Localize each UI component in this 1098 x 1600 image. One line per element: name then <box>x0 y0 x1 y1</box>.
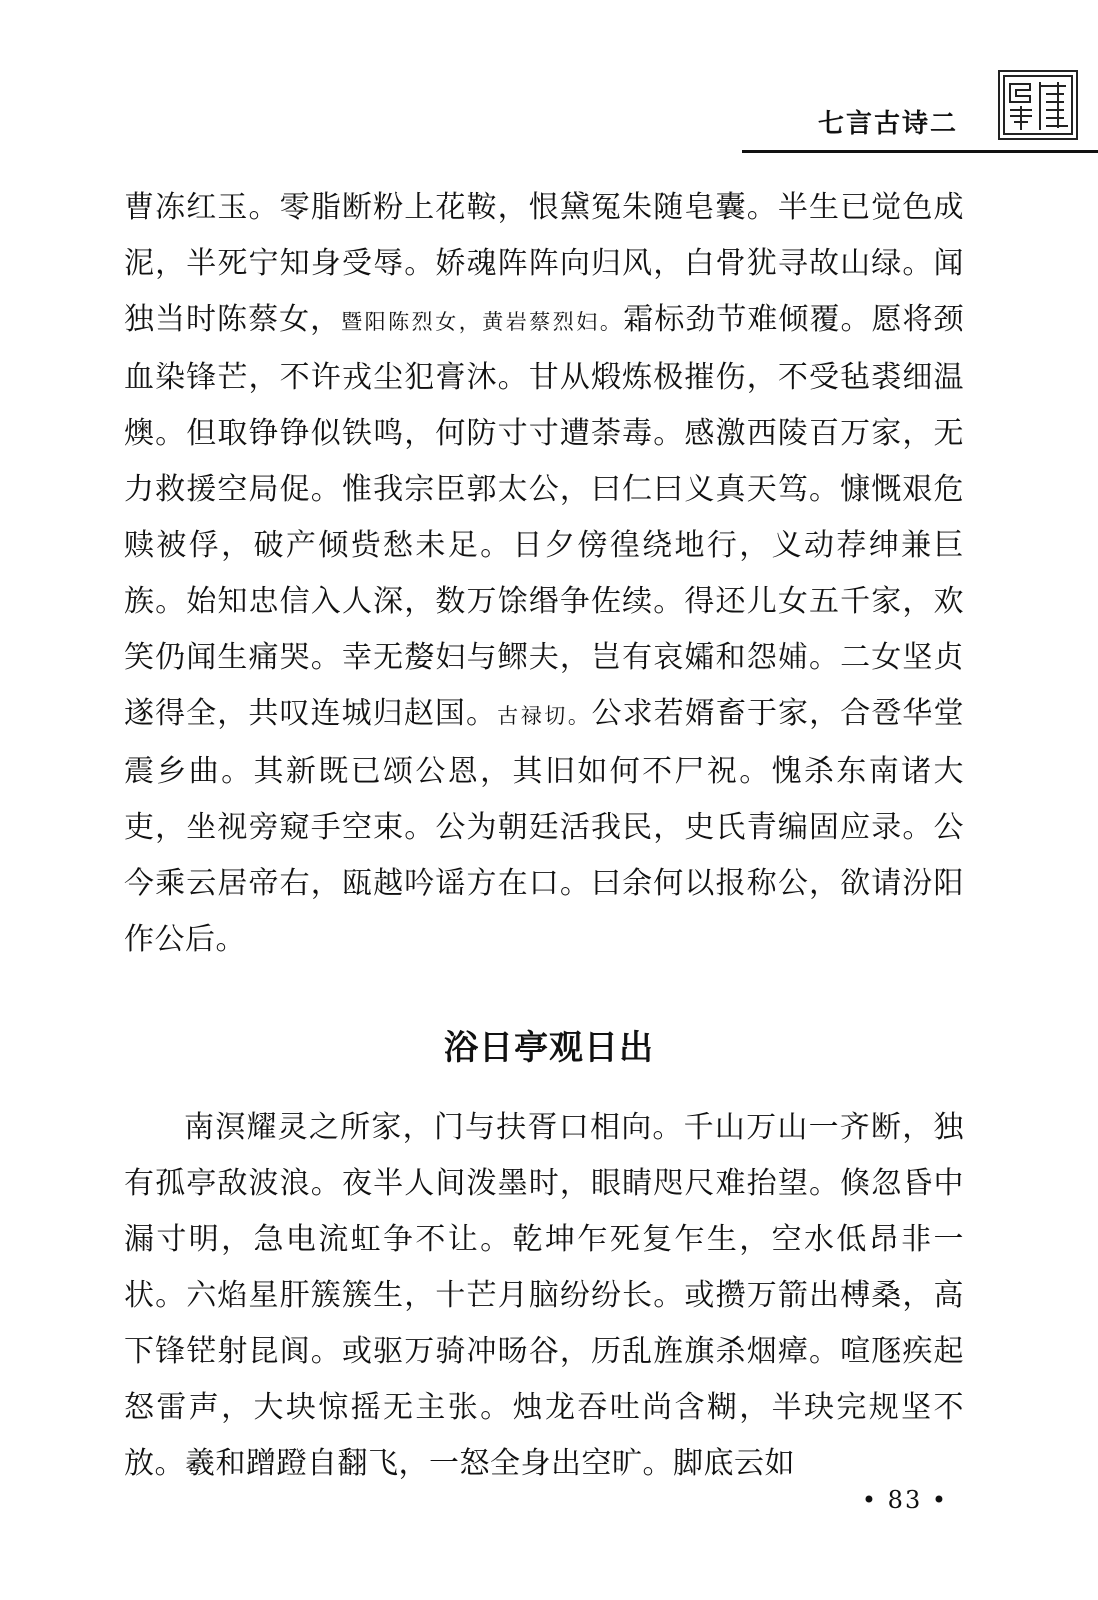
inline-annotation: 暨阳陈烈女，黄岩蔡烈妇。 <box>341 310 624 334</box>
poem-text-part-2: 霜标劲节难倾覆。愿将颈血染锋芒，不许戎尘犯膏沐。甘从煅炼极摧伤，不受毡裘细温燠。但取铮铮似铁鸣，何防寸寸遭荼毒。感激西陵百万家，无力救援空局促。惟我宗臣郭太公，曰仁曰义真天笃。慷慨艰危赎被俘，破产倾赀愁未足。日夕傍徨绕地行，义动荐绅兼巨族。始知忠信入人深，数万馀缗争佐续。得还儿女五千家，欢笑仍闻生痛哭。幸无嫠妇与鳏夫，岂有哀孀和怨𡜵。二女坚贞遂得全，共叹连城归赵国。 <box>124 302 965 731</box>
continued-poem-paragraph <box>124 180 964 968</box>
poem-title: 浴日亭观日出 <box>444 1028 654 1068</box>
poem-text-part-3: 公求若婿畜于家，合卺华堂震乡曲。其新既已颂公恩，其旧如何不尸祝。愧杀东南诸大吏，坐视旁窥手空束。公为朝廷活我民，史氏青编固应录。公今乘云居帝右，瓯越吟谣方在口。曰余何以报称公，欲请汾阳作公后。 <box>124 696 965 957</box>
poem-paragraph: 南溟耀灵之所家，门与扶胥口相向。千山万山一齐断，独有孤亭敌波浪。夜半人间泼墨时，眼睛咫尺难抬望。倏忽昏中漏寸明，急电流虹争不让。乾坤乍死复乍生，空水低昂非一状。六焰星肝簇簇生，十芒月脑纷纷长。或攒万箭出榑桑，高下锋铓射昆阆。或驱万骑冲旸谷，历乱旌旗杀烟瘴。喧豗疾起怒雷声，大块惊摇无主张。烛龙吞吐尚含糊，半玦完规坚不放。羲和蹭蹬自翻飞，一怒全身出空旷。脚底云如 <box>124 1110 964 1481</box>
running-header-title: 七言古诗二 <box>817 109 958 139</box>
header-divider <box>742 150 1098 153</box>
seal-stamp-icon <box>998 70 1078 140</box>
inline-annotation: 古禄切。 <box>497 704 592 728</box>
continued-poem-text <box>124 180 964 968</box>
poem-body <box>124 1100 964 1492</box>
page-number: • 83 • <box>861 1486 948 1514</box>
poem-text-part-1: 曹冻红玉。零脂断粉上花鞍，恨黛冤朱随皂囊。半生已觉色成泥，半死宁知身受辱。娇魂阵阵向归风，白骨犹寻故山绿。闻独当时陈蔡女， <box>124 190 964 337</box>
